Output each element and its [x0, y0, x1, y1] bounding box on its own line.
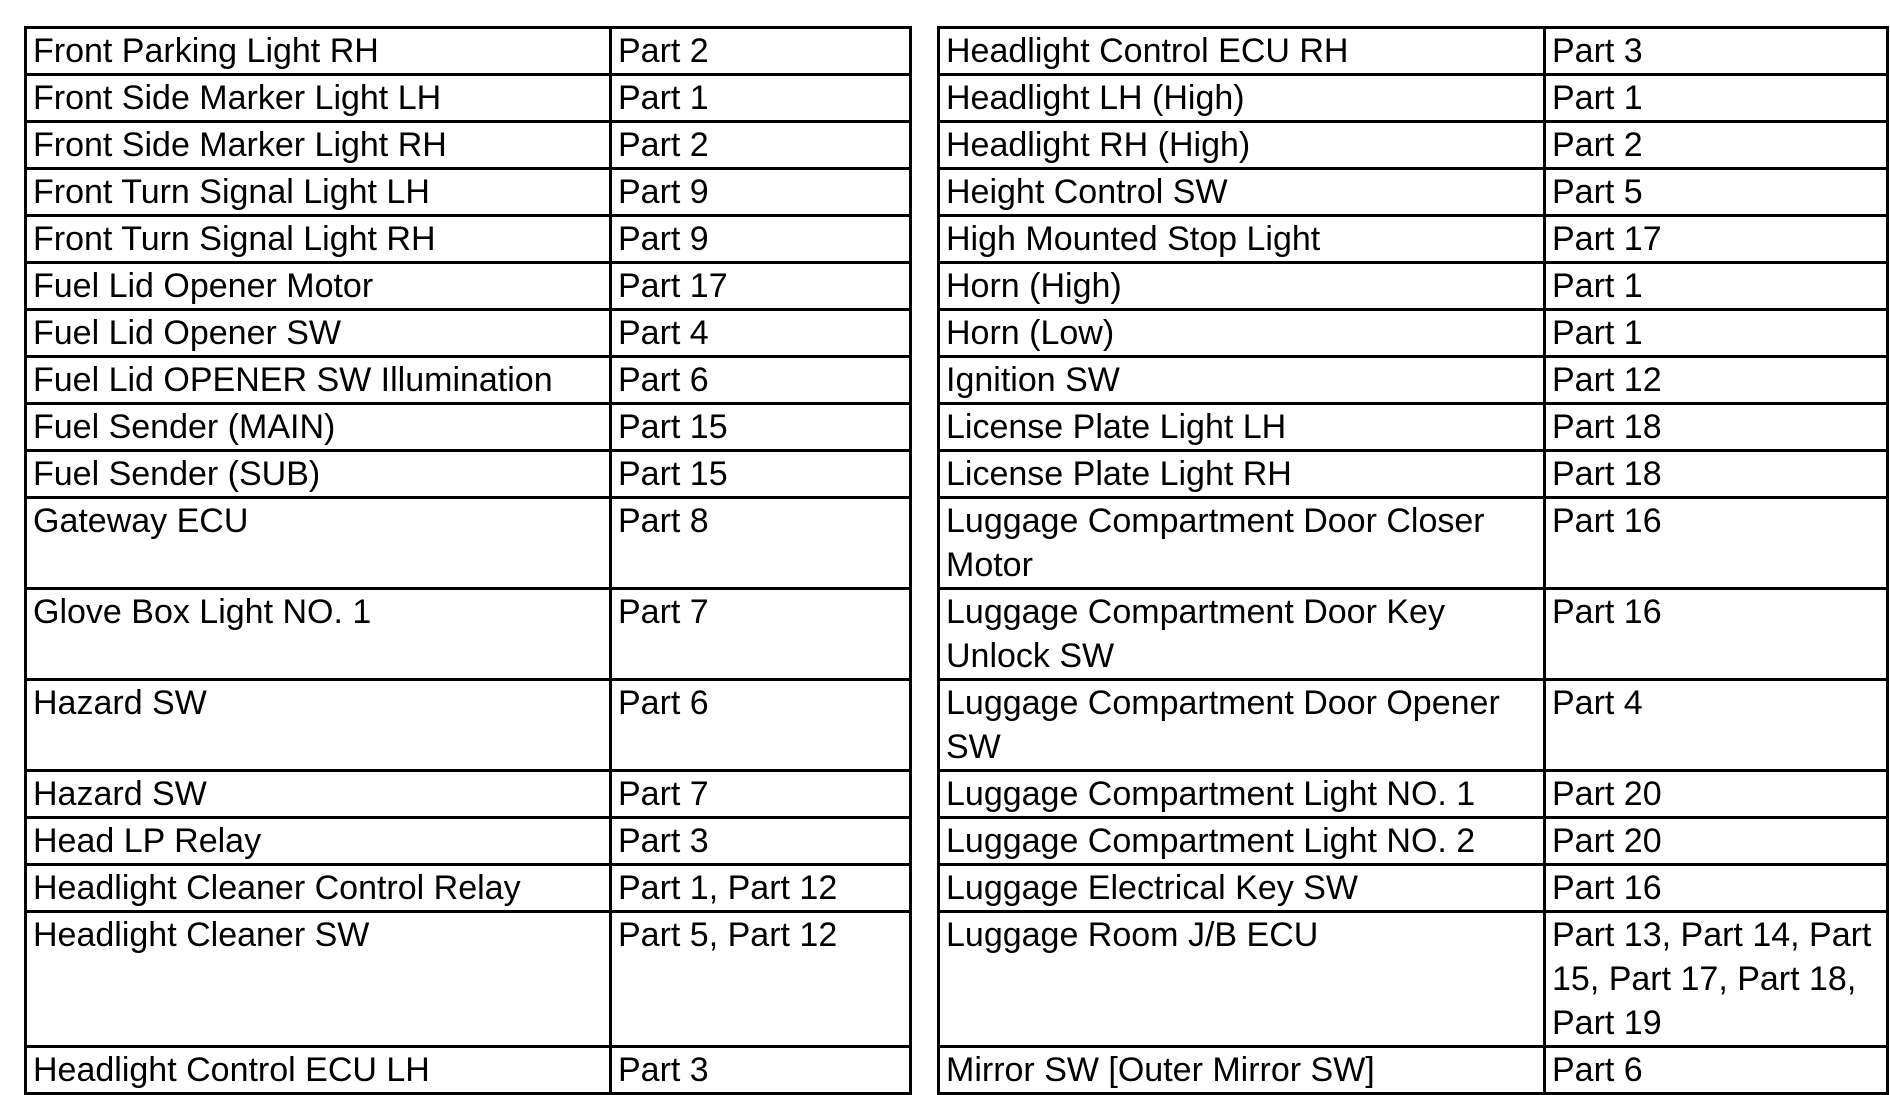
column-gap [911, 498, 939, 589]
right-part-reference-cell: Part 16 [1545, 498, 1888, 589]
column-gap [911, 122, 939, 169]
table-row [26, 122, 1888, 169]
table-row [26, 404, 1888, 451]
table-row [26, 310, 1888, 357]
right-part-reference-cell: Part 20 [1545, 818, 1888, 865]
table-row [26, 498, 1888, 589]
left-part-reference-cell: Part 6 [611, 680, 911, 771]
left-part-reference-cell: Part 17 [611, 263, 911, 310]
table-row [26, 357, 1888, 404]
left-part-reference-cell: Part 9 [611, 169, 911, 216]
table-row [26, 680, 1888, 771]
column-gap [911, 912, 939, 1047]
right-component-name-cell: Horn (High) [939, 263, 1545, 310]
left-component-name-cell: Gateway ECU [26, 498, 611, 589]
right-part-reference-cell: Part 1 [1545, 263, 1888, 310]
table-row [26, 818, 1888, 865]
left-component-name-cell: Hazard SW [26, 680, 611, 771]
right-part-reference-cell: Part 1 [1545, 310, 1888, 357]
left-part-reference-cell: Part 3 [611, 818, 911, 865]
right-part-reference-cell: Part 16 [1545, 865, 1888, 912]
left-component-name-cell: Front Turn Signal Light LH [26, 169, 611, 216]
right-component-name-cell: Mirror SW [Outer Mirror SW] [939, 1047, 1545, 1094]
table-row [26, 912, 1888, 1047]
table-row [26, 451, 1888, 498]
right-part-reference-cell: Part 13, Part 14, Part 15, Part 17, Part 18, Part 19 [1545, 912, 1888, 1047]
right-component-name-cell: Headlight RH (High) [939, 122, 1545, 169]
right-part-reference-cell: Part 6 [1545, 1047, 1888, 1094]
column-gap [911, 169, 939, 216]
left-part-reference-cell: Part 4 [611, 310, 911, 357]
right-part-reference-cell: Part 16 [1545, 589, 1888, 680]
right-component-name-cell: Horn (Low) [939, 310, 1545, 357]
right-component-name-cell: Ignition SW [939, 357, 1545, 404]
right-component-name-cell: Headlight Control ECU RH [939, 28, 1545, 75]
left-part-reference-cell: Part 1, Part 12 [611, 865, 911, 912]
left-part-reference-cell: Part 2 [611, 28, 911, 75]
right-part-reference-cell: Part 18 [1545, 451, 1888, 498]
right-part-reference-cell: Part 5 [1545, 169, 1888, 216]
right-part-reference-cell: Part 3 [1545, 28, 1888, 75]
left-component-name-cell: Glove Box Light NO. 1 [26, 589, 611, 680]
parts-index-table-container [24, 26, 1886, 1095]
right-part-reference-cell: Part 17 [1545, 216, 1888, 263]
left-component-name-cell: Headlight Control ECU LH [26, 1047, 611, 1094]
left-part-reference-cell: Part 2 [611, 122, 911, 169]
column-gap [911, 589, 939, 680]
right-component-name-cell: High Mounted Stop Light [939, 216, 1545, 263]
table-row [26, 263, 1888, 310]
left-component-name-cell: Headlight Cleaner Control Relay [26, 865, 611, 912]
left-component-name-cell: Headlight Cleaner SW [26, 912, 611, 1047]
table-row [26, 169, 1888, 216]
left-part-reference-cell: Part 15 [611, 451, 911, 498]
left-part-reference-cell: Part 7 [611, 589, 911, 680]
right-part-reference-cell: Part 12 [1545, 357, 1888, 404]
right-component-name-cell: Luggage Room J/B ECU [939, 912, 1545, 1047]
left-component-name-cell: Head LP Relay [26, 818, 611, 865]
table-row [26, 216, 1888, 263]
left-part-reference-cell: Part 7 [611, 771, 911, 818]
left-part-reference-cell: Part 6 [611, 357, 911, 404]
left-component-name-cell: Fuel Sender (SUB) [26, 451, 611, 498]
left-component-name-cell: Fuel Lid Opener SW [26, 310, 611, 357]
left-component-name-cell: Hazard SW [26, 771, 611, 818]
left-component-name-cell: Front Side Marker Light LH [26, 75, 611, 122]
right-component-name-cell: Luggage Compartment Door Key Unlock SW [939, 589, 1545, 680]
column-gap [911, 404, 939, 451]
column-gap [911, 818, 939, 865]
right-component-name-cell: Luggage Compartment Door Opener SW [939, 680, 1545, 771]
right-component-name-cell: Luggage Compartment Light NO. 1 [939, 771, 1545, 818]
column-gap [911, 771, 939, 818]
right-component-name-cell: Headlight LH (High) [939, 75, 1545, 122]
right-component-name-cell: License Plate Light LH [939, 404, 1545, 451]
table-row [26, 865, 1888, 912]
left-component-name-cell: Fuel Lid Opener Motor [26, 263, 611, 310]
right-part-reference-cell: Part 2 [1545, 122, 1888, 169]
left-part-reference-cell: Part 3 [611, 1047, 911, 1094]
right-component-name-cell: Luggage Compartment Door Closer Motor [939, 498, 1545, 589]
column-gap [911, 263, 939, 310]
left-part-reference-cell: Part 9 [611, 216, 911, 263]
column-gap [911, 680, 939, 771]
left-part-reference-cell: Part 5, Part 12 [611, 912, 911, 1047]
column-gap [911, 865, 939, 912]
left-part-reference-cell: Part 15 [611, 404, 911, 451]
table-body [26, 28, 1888, 1094]
left-component-name-cell: Front Side Marker Light RH [26, 122, 611, 169]
column-gap [911, 451, 939, 498]
column-gap [911, 28, 939, 75]
table-row [26, 589, 1888, 680]
table-row [26, 771, 1888, 818]
column-gap [911, 216, 939, 263]
column-gap [911, 357, 939, 404]
column-gap [911, 310, 939, 357]
right-part-reference-cell: Part 20 [1545, 771, 1888, 818]
right-component-name-cell: License Plate Light RH [939, 451, 1545, 498]
table-row [26, 75, 1888, 122]
column-gap [911, 75, 939, 122]
left-component-name-cell: Front Turn Signal Light RH [26, 216, 611, 263]
right-component-name-cell: Luggage Compartment Light NO. 2 [939, 818, 1545, 865]
left-part-reference-cell: Part 1 [611, 75, 911, 122]
left-part-reference-cell: Part 8 [611, 498, 911, 589]
right-component-name-cell: Luggage Electrical Key SW [939, 865, 1545, 912]
left-component-name-cell: Fuel Sender (MAIN) [26, 404, 611, 451]
right-part-reference-cell: Part 1 [1545, 75, 1888, 122]
table-row [26, 28, 1888, 75]
right-component-name-cell: Height Control SW [939, 169, 1545, 216]
table-row [26, 1047, 1888, 1094]
column-gap [911, 1047, 939, 1094]
left-component-name-cell: Front Parking Light RH [26, 28, 611, 75]
parts-index-table [24, 26, 1889, 1095]
right-part-reference-cell: Part 4 [1545, 680, 1888, 771]
right-part-reference-cell: Part 18 [1545, 404, 1888, 451]
left-component-name-cell: Fuel Lid OPENER SW Illumination [26, 357, 611, 404]
